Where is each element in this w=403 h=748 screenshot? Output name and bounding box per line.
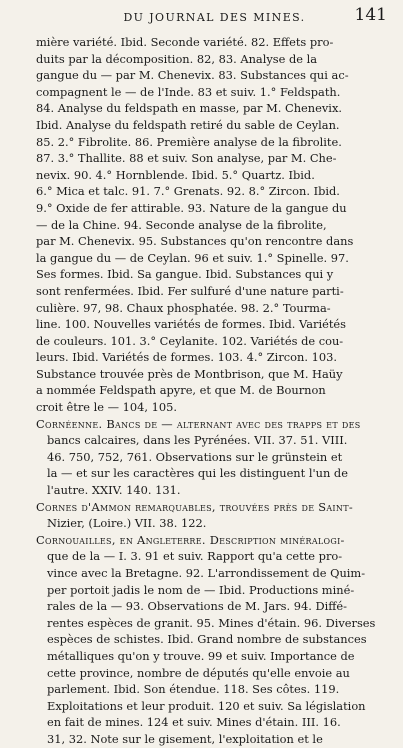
text-line: espèces de schistes. Ibid. Grand nombre de substances bbox=[47, 632, 367, 647]
page-header bbox=[36, 0, 393, 34]
text-line: 6.° Mica et talc. 91. 7.° Grenats. 92. 8.° Zircon. Ibid. bbox=[36, 184, 340, 199]
running-title: DU JOURNAL DES MINES. bbox=[123, 11, 306, 24]
text-line: mière variété. Ibid. Seconde variété. 82. Effets pro- bbox=[36, 35, 334, 49]
text-line: la gangue du — de Ceylan. 96 et suiv. 1.° Spinelle. 97. bbox=[36, 250, 349, 265]
text-line: Exploitations et leur produit. 120 et suiv. Sa législation bbox=[47, 698, 366, 713]
text-line: la — et sur les caractères qui les distinguent l'un de bbox=[47, 466, 348, 481]
text-line: line. 100. Nouvelles variétés de formes. Ibid. Variétés bbox=[36, 317, 346, 332]
text-line: culière. 97, 98. Chaux phosphatée. 98. 2.° Tourma- bbox=[36, 300, 331, 315]
text-line: sont renfermées. Ibid. Fer sulfuré d'une nature parti- bbox=[36, 283, 344, 298]
text-line: gangue du — par M. Chenevix. 83. Substances qui ac- bbox=[36, 68, 349, 83]
index-entry-cornouailles bbox=[36, 532, 393, 748]
text-line: per portoit jadis le nom de — Ibid. Productions miné- bbox=[47, 582, 355, 597]
text-line: bancs calcaires, dans les Pyrénées. VII. 37. 51. VIII. bbox=[47, 433, 348, 448]
text-line: Nizier, (Loire.) VII. 38. 122. bbox=[47, 516, 207, 531]
text-line: 9.° Oxide de fer attirable. 93. Nature de la gangue du bbox=[36, 200, 347, 215]
text-line: métalliques qu'on y trouve. 99 et suiv. Importance de bbox=[47, 648, 355, 663]
text-line: cette province, nombre de députés qu'elle envoie au bbox=[47, 665, 350, 680]
text-line: nevix. 90. 4.° Hornblende. Ibid. 5.° Quartz. Ibid. bbox=[36, 167, 315, 182]
index-entry-continued bbox=[36, 34, 393, 416]
text-line: duits par la décomposition. 82, 83. Analyse de la bbox=[36, 51, 318, 66]
text-line: leurs. Ibid. Variétés de formes. 103. 4.° Zircon. 103. bbox=[36, 350, 337, 365]
text-line: Cornes d'Ammon remarquables, trouvées près de Saint- bbox=[36, 499, 353, 514]
text-line: — de la Chine. 94. Seconde analyse de la fibrolite, bbox=[36, 217, 327, 232]
page-number: 141 bbox=[354, 5, 387, 25]
text-line: Cornouailles, en Angleterre. Description minéralogi- bbox=[36, 532, 345, 547]
text-line: 31, 32. Note sur le gisement, l'exploitation et le bbox=[47, 731, 323, 746]
text-line: Cornéenne. Bancs de — alternant avec des trapps et des bbox=[36, 416, 361, 431]
text-line: 84. Analyse du feldspath en masse, par M. Chenevix. bbox=[36, 101, 342, 116]
text-line: l'autre. XXIV. 140. 131. bbox=[47, 483, 181, 498]
text-line: Substance trouvée près de Montbrison, que M. Haüy bbox=[36, 366, 343, 381]
text-line: rentes espèces de granit. 95. Mines d'étain. 96. Diverses bbox=[47, 615, 376, 630]
text-line: parlement. Ibid. Son étendue. 118. Ses côtes. 119. bbox=[47, 682, 340, 697]
text-line: compagnent le — de l'Inde. 83 et suiv. 1.° Feldspath. bbox=[36, 84, 341, 99]
text-line: vince avec la Bretagne. 92. L'arrondissement de Quim- bbox=[47, 566, 366, 580]
text-line: que de la — I. 3. 91 et suiv. Rapport qu'a cette pro- bbox=[47, 549, 343, 564]
text-line: 87. 3.° Thallite. 88 et suiv. Son analyse, par M. Che- bbox=[36, 151, 337, 166]
text-line: a nommée Feldspath apyre, et que M. de Bournon bbox=[36, 383, 326, 398]
index-body bbox=[36, 34, 393, 748]
text-line: en fait de mines. 124 et suiv. Mines d'étain. III. 16. bbox=[47, 715, 341, 730]
text-line: croit être le — 104, 105. bbox=[36, 400, 178, 415]
text-line: 85. 2.° Fibrolite. 86. Première analyse de la fibrolite. bbox=[36, 134, 342, 149]
text-line: par M. Chenevix. 95. Substances qu'on rencontre dans bbox=[36, 234, 354, 249]
index-entry-cornes-dammon bbox=[36, 499, 393, 532]
index-entry-corneenne bbox=[36, 416, 393, 499]
text-line: de couleurs. 101. 3.° Ceylanite. 102. Variétés de cou- bbox=[36, 333, 344, 348]
text-line: rales de la — 93. Observations de M. Jars. 94. Diffé- bbox=[47, 599, 347, 614]
text-line: 46. 750, 752, 761. Observations sur le grünstein et bbox=[47, 449, 343, 464]
text-line: Ses formes. Ibid. Sa gangue. Ibid. Substances qui y bbox=[36, 267, 334, 282]
text-line: Ibid. Analyse du feldspath retiré du sable de Ceylan. bbox=[36, 117, 340, 132]
